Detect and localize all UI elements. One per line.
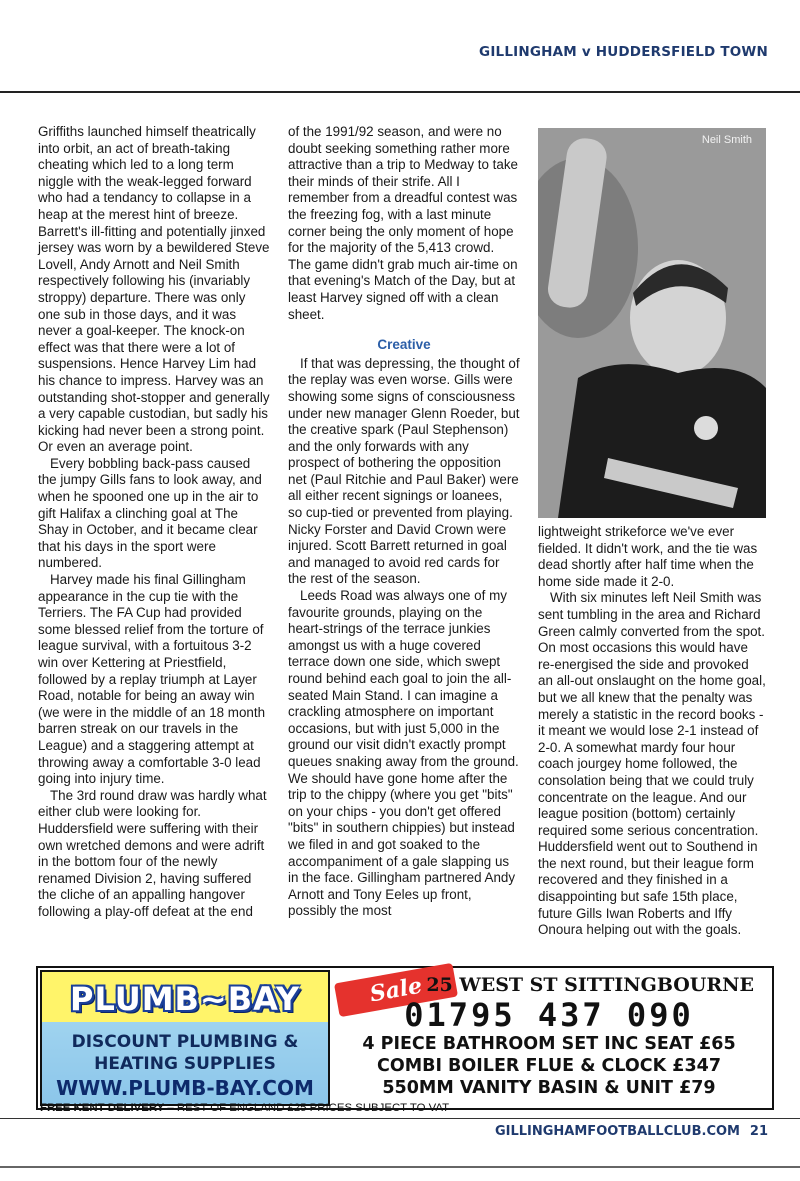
ad-tagline-2: HEATING SUPPLIES — [94, 1054, 276, 1074]
paragraph: With six minutes left Neil Smith was sent tumbling in the area and Richard Green calmly converted from the spot. On most occasions this would have re-energised the side and provoked an all-out onslaught on the home goal, but we all knew that the penalty was merely a statistic in the record books - it meant we would lose 2-1 instead of 2-0. A somewhat mardy four hour coach jourgey home followed, the consolation being that we could truly concentrate on the league. And our league position (bottom) certainly required some serious concentration. Huddersfield went out to Southend in the next round, but their league form recovered and they finished in a disappointing but safe 15th place, future Gills Iwan Roberts and Iffy Onoura helping out with the goals. — [538, 590, 766, 938]
ad-footnote-rest: – REST OF ENGLAND £25 PRICES SUBJECT TO VAT — [164, 1102, 450, 1114]
paragraph: Griffiths launched himself theatrically into orbit, an act of breath-taking cheating which led to a long term niggle with the weak-legged forward who had a tendancy to collapse in a heap at the merest hint of breeze. Barrett's ill-fitting and potentially jinxed jersey was worn by a bewildered Steve Lovell, Andy Arnott and Neil Smith respectively following his (invariably stroppy) departure. There was only one sub in those days, and it was never a goal-keeper. The knock-on effect was that there were a lot of suspensions. Hence Harvey Lim had his chance to impress. Harvey was an outstanding shot-stopper and generally a very capable custodian, but sadly his kicking had never been a strong point. Or even an average point. — [38, 124, 270, 455]
article-column-1 — [38, 124, 270, 921]
ad-address: 25 WEST ST SITTINGBOURNE — [426, 974, 754, 996]
ad-phone-number: 01795 437 090 — [404, 996, 694, 1034]
paragraph: If that was depressing, the thought of the replay was even worse. Gills were showing some signs of consciousness under new manager Glenn Roeder, but the creative spark (Paul Stephenson) and the only forwards with any prospect of bothering the opposition net (Paul Ritchie and Paul Baker) were all either recent signings or loanees, so cup-tied or prevented from playing. Nicky Forster and David Crown were injured. Scott Barrett returned in goal and managed to avoid red cards for the rest of the season. — [288, 355, 520, 587]
article-column-3 — [538, 524, 766, 939]
paragraph: Harvey made his final Gillingham appearance in the cup tie with the Terriers. The FA Cup had provided some blessed relief from the torture of league survival, with a fortuitous 3-2 win over Kettering at Priestfield, followed by a replay triumph at Layer Road, notable for being an away win (we were in the middle of an 18 month barren streak on our travels in the League) and a staggering attempt at throwing away a comfortable 3-0 lead going into injury time. — [38, 572, 266, 787]
page-header-title: GILLINGHAM v HUDDERSFIELD TOWN — [479, 44, 768, 60]
celebrating-player-image — [538, 128, 766, 518]
footer-website: GILLINGHAMFOOTBALLCLUB.COM — [494, 1124, 740, 1139]
paragraph: The 3rd round draw was hardly what either club were looking for. Huddersfield were suffering with their own wretched demons and were adrift in the bottom four of the newly renamed Division 2, having suffered the cliche of an appalling hangover following a play-off defeat at the end — [38, 787, 267, 919]
plumb-bay-panel — [40, 970, 330, 1106]
photo-credit: Neil Smith — [701, 134, 752, 146]
ad-website[interactable]: WWW.PLUMB-BAY.COM — [56, 1076, 314, 1100]
ad-footnote — [40, 1102, 770, 1114]
sale-badge: Sale — [334, 963, 458, 1017]
footer-divider — [0, 1118, 800, 1119]
player-photo — [538, 128, 766, 518]
paragraph: of the 1991/92 season, and were no doubt seeking something rather more attractive than a trip to Medway to take their minds of their strife. All I remember from a dreadful contest was the freezing fog, with a last minute corner being the only moment of hope for the majority of the 5,413 crowd. The game didn't grab much air-time on that evening's Match of the Day, but at least Harvey signed off with a clean sheet. — [288, 124, 518, 322]
page-number: 21 — [749, 1124, 768, 1139]
bottom-divider — [0, 1166, 800, 1168]
paragraph: Every bobbling back-pass caused the jumpy Gills fans to look away, and when he spooned one up in the air to gift Halifax a clinching goal at The Shay in October, and it became clear that his days in the sport were numbered. — [38, 455, 262, 571]
subheading: Creative — [377, 337, 431, 353]
paragraph: lightweight strikeforce we've ever fielded. It didn't work, and the tie was dead shortly after half time when the home side made it 2-0. — [538, 524, 758, 589]
ad-footnote-bold: FREE KENT DELIVERY — [40, 1102, 165, 1114]
plumb-bay-logo: PLUMB~BAY — [70, 980, 300, 1018]
offer-line: 4 PIECE BATHROOM SET INC SEAT £65 — [362, 1034, 736, 1054]
paragraph: Leeds Road was always one of my favourite grounds, playing on the heart-strings of the terrace junkies amongst us with a huge covered terrace down one side, which swept round behind each goal to join the all-seated Main Stand. I can imagine a crackling atmosphere on important occasions, but with just 5,000 in the ground our visit didn't exactly prompt queues snaking away from the ground. We should have gone home after the trip to the chippy (where you get "bits" on your chips - you don't get offered "bits" in southern chippies) but instead we filed in and got soaked to the accompaniment of a gale slapping us in the face. Gillingham partnered Andy Arnott and Tony Eeles up front, possibly the most — [288, 588, 519, 919]
advertisement[interactable] — [36, 966, 774, 1114]
offer-line: 550MM VANITY BASIN & UNIT £79 — [382, 1078, 716, 1098]
offer-line: COMBI BOILER FLUE & CLOCK £347 — [376, 1056, 722, 1076]
ad-tagline-1: DISCOUNT PLUMBING & — [71, 1032, 299, 1052]
offers-panel — [330, 970, 768, 1104]
article-column-2 — [288, 124, 520, 920]
header-divider — [0, 91, 800, 93]
